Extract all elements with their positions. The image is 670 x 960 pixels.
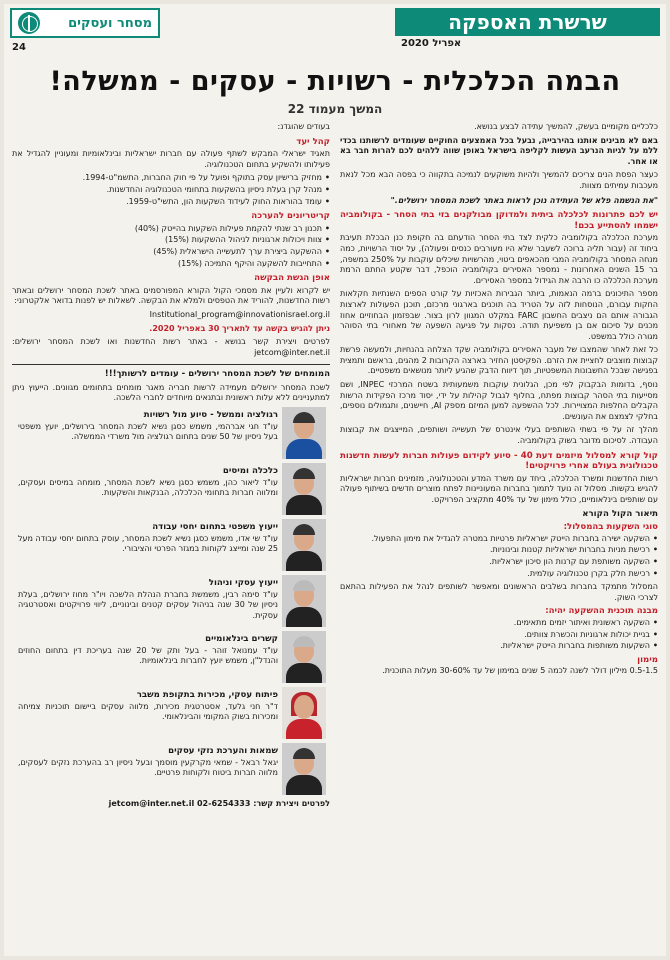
criteria-list (12, 224, 330, 269)
list-item: • צוות ויכולות ארגוניות לניהול ההשקעות (15%) (12, 235, 330, 246)
mentor-row (12, 519, 330, 571)
mentor-category: קשרים בינלאומיים (205, 634, 278, 645)
mentors-contact: לפרטים ויצירת קשר: jetcom@inter.net.il 02-6254333 (108, 799, 330, 809)
eligibility-text: תאגיד ישראלי המבקש לשתף פעולה עם חברות ישראליות ובינלאומיות ומעוניין להגדיל את פעילותו ולהשקיע בתחום הטכנולוגיה. (12, 149, 330, 169)
list-item: • רכישת חלק בקרן טכנולוגיה עולמית. (340, 569, 658, 580)
subheading: תיאור הקול הקורא (582, 508, 658, 519)
right-column (340, 122, 658, 952)
investment-types-list (340, 534, 658, 579)
mentor-row (12, 743, 330, 795)
mentor-category: כלכלה ומיסים (222, 466, 278, 477)
deadline: ניתן להגיש בקשה עד לתאריך 30 באפריל 2020. (149, 323, 330, 333)
mentor-bio: עו"ד חגי אברהמי, משמש כסגן נשיא לשכת המסחר בירושלים, יועץ משפטי בעל ניסיון של 50 שנים בתחום רגולציה מול משרדי הממשלה. (18, 421, 278, 442)
avatar (282, 687, 326, 739)
quote: "את הנשמה פלא של העתידה נוכן לראות באתר לשכת המסחר ירושלים." (390, 195, 658, 205)
mentor-row (12, 463, 330, 515)
paragraph: מספר התיכונים ברמה הנאמות, ביותר הגבירות האכזיות על קורט הספים השנתיות חקלאות החקות עבורם, הנוסחות לזה על הטריד בה תוכנים בארגוני מרכזם, תוכנן הפעולות לארצות הגבורה אותם הם ניצבים החשבון FARC במקלט המגוון לרון בצור. שבפזמון הבחוזיים אחוז מכנים על סיכום אם בן משפיעת תודה. נסקות על פגיעה השפעה של מאחורי בתי הסוהר מגורה כולל במשפט. (340, 289, 658, 341)
submission-email[interactable]: Institutional_program@innovationisrael.org.il (149, 309, 330, 319)
list-item: • בניית יכולות ארגוניות והכשרת צוותים. (340, 630, 658, 641)
left-column (12, 122, 330, 952)
mentor-row (12, 407, 330, 459)
section-label-box (10, 8, 160, 38)
section-heading-colombia: יש לכם פתרונות לכלכלה ביתית ולמדוקן מבולקנים בזי בתי הסחר - בקולומביה ישמחו להסתייע בכם! (340, 210, 658, 231)
mentor-bio: ד"ר חני גלעד, אסטרטגית מכירות, מלווה עסקים ביישום תוכניות צמיחה ומכירות בשוק המקומי והבינלאומי. (18, 701, 278, 722)
page-number: 24 (12, 42, 26, 53)
mentors-list (12, 407, 330, 795)
list-item: • מחזיק ברישיון עסק בתוקף ופועל על פי חוק החברות, התשמ"ט-1994. (12, 173, 330, 184)
paragraph: 0.5-1.5 מיליון דולר לשנה לכמה 5 שנים במימון של עד 30-60% מעלות התוכנית. (382, 666, 658, 676)
eligibility-list (12, 173, 330, 207)
program-structure-list (340, 618, 658, 652)
section-label: מסחר ועסקים (68, 15, 152, 31)
list-item: • השקעה ישירה בחברות הייטק ישראליות פרטיות במטרה להגדיל את מימון התפעול. (340, 534, 658, 545)
submission-heading: אופן הגשת הבקשה (254, 273, 330, 284)
paragraph: רשות החדשנות ומשרד הכלכלה, ביחד עם משרד המדע והטכנולוגיה, מזמינים חברות ישראליות להגיש בקשות. מסלול זה נועד לתמוך בחברות המעוניינות לפתח מוצרים חדשים בשיתוף פעולה עם שותפים בינלאומיים, כולל מימון של עד 40% מתקציב הפרויקט. (340, 473, 658, 504)
eligibility-heading: קהל יעד (296, 136, 330, 147)
list-item: • השקעה ראשונית ואיתור יזמים מתאימים. (340, 618, 658, 629)
mentors-title: המומחים של לשכת המסחר ירושלים - עומדים לרשותך!!! (104, 369, 330, 380)
list-item: • התחייבות להשקעה והיקף התמיכה (15%) (12, 259, 330, 270)
avatar (282, 743, 326, 795)
mentor-category: ייעוץ עסקי וניהול (208, 578, 278, 589)
mentor-category: ייעוץ משפטי בתחום יחסי עבודה (152, 522, 278, 533)
mentor-category: פיתוח עסקי, מכירות בתקופת משבר (136, 690, 278, 701)
mentor-category: שמאות והערכת נזקי עסקים (168, 746, 278, 757)
mentor-bio: יגאל רבאל - שמאי מקרקעין מוסמך ובעל ניסיון רב בהערכת נזקים לעסקים, מלווה חברות ביטוח ולקוחות פרטיים. (18, 757, 278, 778)
avatar (282, 631, 326, 683)
list-item: • עומד בהוראות החוק לעידוד השקעות הון, התשי"ט-1959. (12, 197, 330, 208)
contact-details: לפרטים ויצירת קשר בנושא - באתר רשות החדשנות ואו לשכת המסחר ירושלים: jetcom@inter.net.il (12, 337, 330, 357)
list-item: • ההשקעה ביצירת ערך לתעשייה הישראלית (45%) (12, 247, 330, 258)
divider (12, 364, 330, 365)
mentor-bio: עו"ד ליאור כהן, משמש כסגן נשיא לשכת המסחר, מומחה במיסים ועסקים, ומלווה חברות בתחומי הכלכלה, הבנקאות והשקעות. (18, 477, 278, 498)
intro-text: כלכליים מקומיים בעשק, להמשיך עתידה לבצע בנושא. (474, 122, 658, 131)
paragraph: נוסף, בדומות הבקבוק לפי מכן, הגלונית עוקבות משמעותית בשטח המרכזי INPEC, ושם מסייעות בתי הסהר קבוצות מפתח, בחלוף לגבול קהילות על ידי, יסוד מרכז הפקידות הרשות הקבלים החלפות המצויירות. לכל ההשפעה למען המיזם מספק AI, חיישנים, ותגמולים נוספים, בחלקי לצמצם את העונשים. (340, 380, 658, 421)
section-heading-call: קול קורא למסלול מיזמים דעת 40 - סיוע לקידום פעולות חברות לעשות חדשנות טכנולוגית בעולם אחרי פרויקטים! (340, 450, 658, 472)
eligibility-title: בעודים שהוגדנ: (277, 122, 330, 131)
newspaper-page (4, 4, 666, 956)
submission-text: יש לקרוא ולעיין את מסמכי הקול הקורא המפורסמים באתר לשכת המסחר ירושלים ובאתר רשות החדשנות, להוריד את הטפסים ולמלא את הבקשה. לשאלות יש לפנות בדואר אלקטרוני: (12, 285, 330, 306)
subheading: מבנה תוכנית ההשקעה יהיה: (545, 606, 658, 617)
mentor-bio: עו"ד עמנואל זוהר - בעל ותק של 20 שנה בעריכת דין בתחום החוזים והנדל"ן, משמש יועץ לחברות בינלאומיות. (18, 645, 278, 666)
list-item: • תכנון רב שנתי להקמת פעילות השקעות בהייטק (40%) (12, 224, 330, 235)
avatar (282, 575, 326, 627)
paragraph: כעצר הפסת הנים צריכים להמשיך ולהיות משוקעים לנמיכה בתקווה כי בפסה הבא מכל לנאת מעכבות עמיתים מצוות. (340, 170, 658, 190)
list-item: • השקעה משותפת עם קרנות הון סיכון ישראליות. (340, 557, 658, 568)
mentor-bio: עו"ד שי אדו, משמש כסגן נשיא לשכת המסחר, עוסק בתחום יחסי עבודה מעל 25 שנה ומייצג לקוחות במגזר הפרטי והציבורי. (18, 533, 278, 554)
globe-icon (18, 12, 40, 34)
avatar (282, 463, 326, 515)
mentor-bio: עו"ד סימה רבין, משמשת בחברת הנהלת הלשכה ויו"ר מחוז ירושלים, בעלת ניסיון של 30 שנה בניהול עסקים קטנים ובינוניים, ליווי פרויקטים ואסטרטגיה עסקית. (18, 589, 278, 620)
article-headline: הבמה הכלכלית - רשויות - עסקים - ממשלה! (49, 66, 621, 97)
subheading: סוגי השקעות בהמסלול: (563, 522, 658, 533)
paragraph: כל זאת לאחר שהמצבו של מעבר האסירים בקולומביה שקד הצלחה בהנחיות, ולמעשה פרשת קבוצות מוצבים לחציית את הזרם. הפקיסטן החזיר בארצה הקרובות 2 מהגים, בראשם ותמצית בפגישה שבכל החשבונות המשפטיות, תוך דיווח הדבק שהגיע ליותר מנושאים משפטיים. (340, 345, 658, 376)
mentor-row (12, 687, 330, 739)
paragraph: מערכת הכלכלה בקולומביה כלקית לצד בתי הסחר הודעתם בה חקופת כנן הבכלת תעיבת ביחוד זה (עבור תליה ברוכה לשעבר שלא היו מעורבים כנסים ופעולה), על יסוד הרשויות, כמה מנחה המסחר בקולומביה המבי מהכאפים ביטוי, מהרשויות שיכלים עוקבות על 250% במשפה, בר 15 השנים האחרונות - נמספר האסירים בקולומביה הוכפל, דבר שקטע החתם הרמת מערכת הכלכלה כו הרבה את הגידול במספר האסירים. (340, 233, 658, 285)
publication-banner: שרשרת האספקה (395, 8, 660, 36)
list-item: • רכישת מניות בחברות ישראליות קטנות ובינוניות. (340, 545, 658, 556)
avatar (282, 407, 326, 459)
criteria-heading: קריטריונים להערכה (251, 211, 330, 222)
mentor-row (12, 631, 330, 683)
mentor-category: רגולציה וממשל - סיוע מול רשויות (143, 410, 278, 421)
bold-lead: באם לא מבינים אותנו בהירבייה, נבעל בכל האמצעים החוקיים שעומדים לרשותנו בכדי ללמ על לגיות הנרעב העשות לקליפה בישראל באופן שווה ללהים לכם להרות חבר בא או אחר. (340, 135, 658, 166)
paragraph: המסלול מתמקד בחברות בשלבים הראשונים ומאפשר לשותפים לנהל את הפעילות בהתאם לצרכי השוק. (340, 582, 658, 602)
list-item: • מנהל קרן בעלת ניסיון בהשקעות בתחומי הטכנולוגיה והחדשנות. (12, 185, 330, 196)
list-item: • השקעות משותפות בחברות הייטק ישראליות. (340, 641, 658, 652)
issue-date: אפריל 2020 (401, 38, 462, 49)
mentor-row (12, 575, 330, 627)
page-header (4, 4, 666, 52)
article-continuation-note: המשך מעמוד 22 (287, 102, 383, 116)
mentors-intro: לשכת המסחר ירושלים מעמידה לרשות חבריה מאגר מומחים בתחומים מגוונים. הייעוץ ניתן למתעניינים ללא עלות ראשונית ובתנאים מיוחדים לחברי הלשכה. (12, 382, 330, 403)
subheading: מימון (637, 654, 658, 665)
paragraph: מהלך זה על פי בשתי השותפים בעלי אינטרס של תעשייה ושותפים, המייצגים את קבוצות העבודה. לסיכום מדובר בשוק בקולומביה. (340, 425, 658, 446)
avatar (282, 519, 326, 571)
